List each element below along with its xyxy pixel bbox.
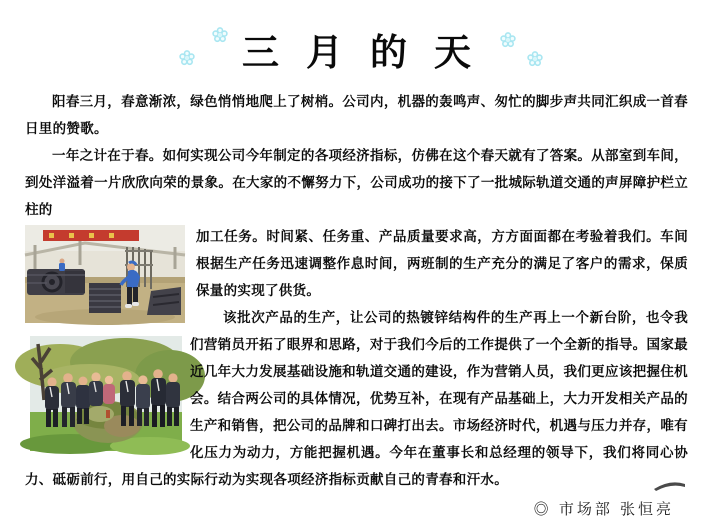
paragraph-1: 阳春三月，春意渐浓，绿色悄悄地爬上了树梢。公司内，机器的轰鸣声、匆忙的脚步声共同汇织成一首春日里的赞歌。 [25,94,688,136]
page-curl-icon [654,478,686,490]
title-row [0,22,713,76]
paragraph-3: 该批次产品的生产，让公司的热镀锌结构件的生产再上一个新台阶，也令我们营销员开拓了眼界和思路，对于我们今后的工作提供了一个全新的指导。国家最近几年大力发展基础设施和轨道交通的建设，作为营销人员，我们更应该把握住机会。结合两公司的具体情况，优势互补，在现有产品基础上，大力开发相关产品的生产和销售，把公司的品牌和口碑打出去。市场经济时代，机遇与压力并存，唯有化压力为动力，方能把握机遇。今年在董事长和总经理的领导下，我们将同心协力、砥砺前行，用自己的实际行动为实现各项经济指标贡献自己的青春和汗水。 [25,310,688,487]
wrapped-text-section [25,223,688,523]
paragraph-2-start: 一年之计在于春。如何实现公司今年制定的各项经济指标，仿佛在这个春天就有了答案。从部室到车间，到处洋溢着一片欣欣向荣的景象。在大家的不懈努力下，公司成功的接下了一批城际轨道交通的声屏障护栏立柱的 [25,148,688,217]
workshop-production-photo [25,225,185,323]
paragraph-2-continued: 加工任务。时间紧、任务重、产品质量要求高，方方面面都在考验着我们。车间根据生产任务迅速调整作息时间，两班制的生产充分的满足了客户的需求，保质保量的实现了供货。 [196,229,688,298]
group-visit-photo [30,336,182,451]
byline: ◎ 市场部 张恒亮 [533,501,674,518]
page-title: 三月的天 [242,30,498,74]
article-body [25,88,688,523]
